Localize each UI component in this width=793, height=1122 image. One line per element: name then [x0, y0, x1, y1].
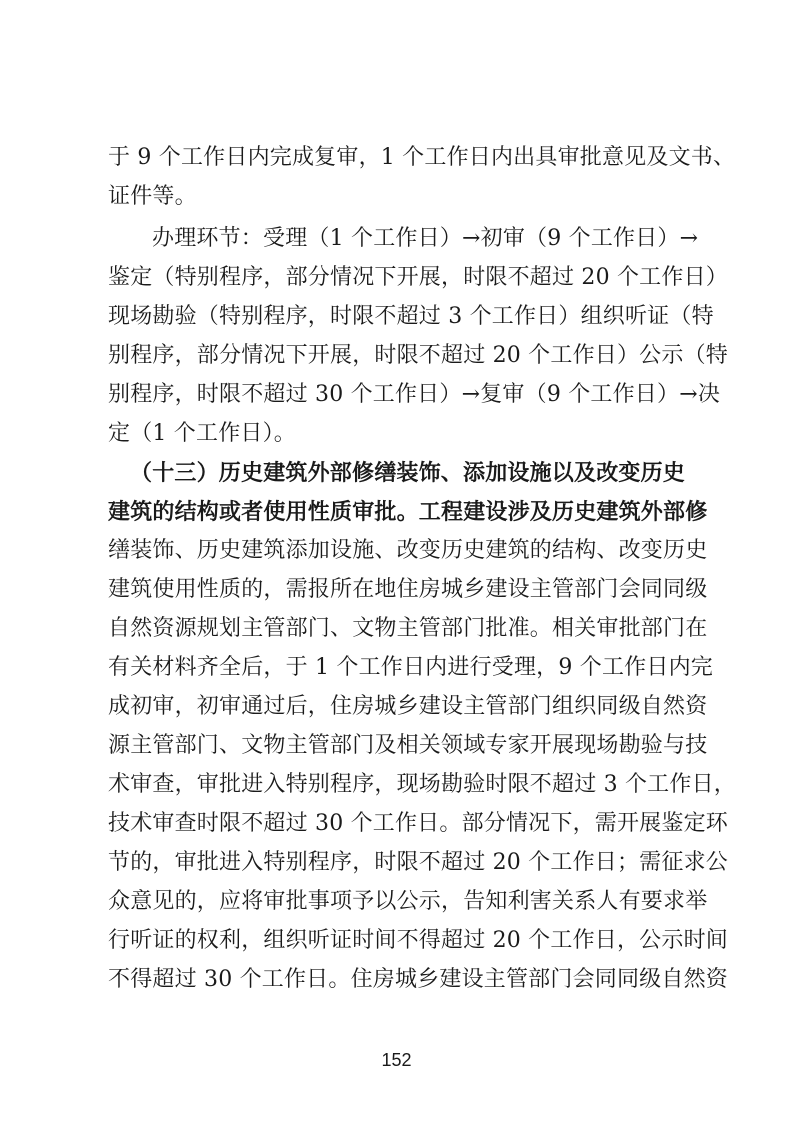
paragraph-line: 办理环节：受理（1 个工作日）→初审（9 个工作日）→ [152, 226, 699, 251]
paragraph-line: 自然资源规划主管部门、文物主管部门批准。相关审批部门在 [108, 616, 708, 641]
paragraph-line: 现场勘验（特别程序，时限不超过 3 个工作日）组织听证（特 [108, 304, 714, 329]
paragraph-line: 于 9 个工作日内完成复审，1 个工作日内出具审批意见及文书、 [108, 145, 736, 170]
paragraph-line: 众意见的，应将审批事项予以公示，告知利害关系人有要求举 [108, 889, 708, 914]
paragraph-line: 证件等。 [108, 184, 197, 209]
paragraph-line: 不得超过 30 个工作日。住房城乡建设主管部门会同同级自然资 [108, 967, 728, 992]
paragraph-line: 鉴定（特别程序，部分情况下开展，时限不超过 20 个工作日） [108, 265, 728, 290]
paragraph-line: 别程序，部分情况下开展，时限不超过 20 个工作日）公示（特 [108, 343, 728, 368]
paragraph-line: 定（1 个工作日）。 [108, 421, 296, 446]
paragraph-line: 建筑使用性质的，需报所在地住房城乡建设主管部门会同同级 [108, 577, 708, 602]
paragraph-line: 行听证的权利，组织听证时间不得超过 20 个工作日，公示时间 [108, 928, 728, 953]
paragraph-line: 技术审查时限不超过 30 个工作日。部分情况下，需开展鉴定环 [108, 811, 728, 836]
paragraph-line: 成初审，初审通过后，住房城乡建设主管部门组织同级自然资 [108, 694, 708, 719]
paragraph-line: 别程序，时限不超过 30 个工作日）→复审（9 个工作日）→决 [108, 382, 721, 407]
page-number: 152 [381, 1050, 412, 1070]
paragraph-line: 源主管部门、文物主管部门及相关领域专家开展现场勘验与技 [108, 733, 708, 758]
paragraph-line: 术审查，审批进入特别程序，现场勘验时限不超过 3 个工作日， [108, 772, 736, 797]
paragraph-line: 有关材料齐全后，于 1 个工作日内进行受理，9 个工作日内完 [108, 655, 713, 680]
paragraph-line: 节的，审批进入特别程序，时限不超过 20 个工作日；需征求公 [108, 850, 728, 875]
section-heading-continuation: 建筑的结构或者使用性质审批。工程建设涉及历史建筑外部修 [108, 499, 708, 525]
paragraph-line: 缮装饰、历史建筑添加设施、改变历史建筑的结构、改变历史 [108, 538, 708, 563]
section-heading: （十三）历史建筑外部修缮装饰、添加设施以及改变历史 [130, 460, 686, 486]
